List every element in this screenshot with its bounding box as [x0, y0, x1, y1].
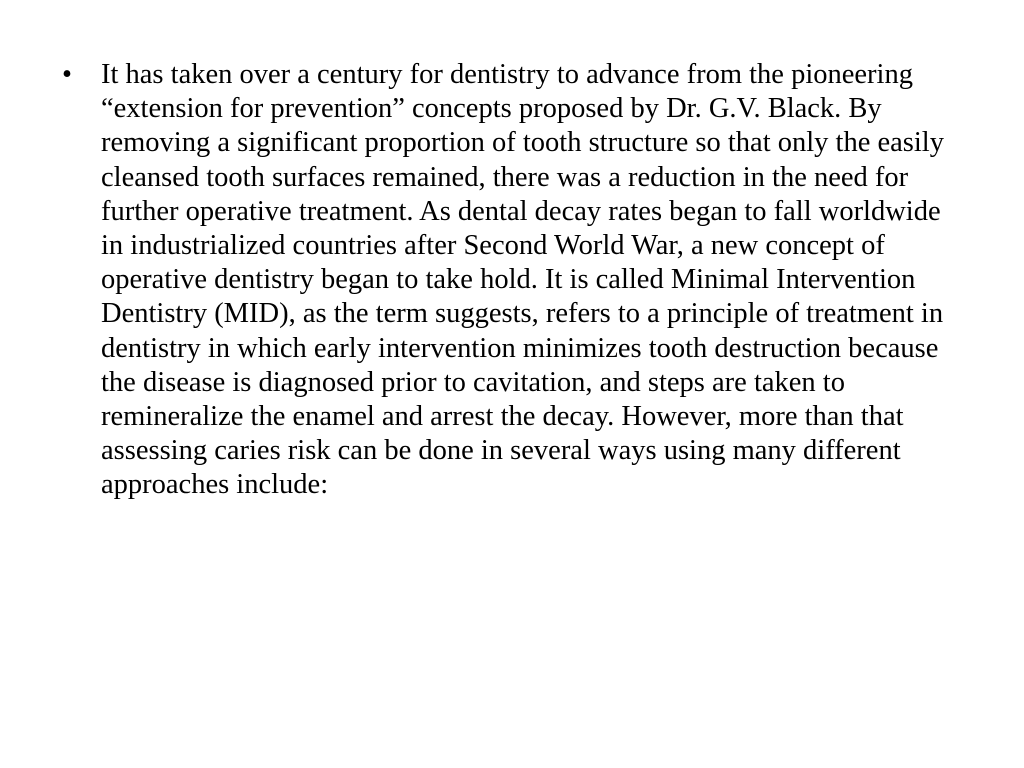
bullet-item: [58, 58, 968, 503]
bullet-text: It has taken over a century for dentistry to advance from the pioneering “extension for prevention” concepts proposed by Dr. G.V. Black. By removing a significant proportion of tooth structure so that only the easily cleansed tooth surfaces remained, there was a reduction in the need for further operative treatment. As dental decay rates began to fall worldwide in industrialized countries after Second World War, a new concept of operative dentistry began to take hold. It is called Minimal Intervention Dentistry (MID), as the term suggests, refers to a principle of treatment in dentistry in which early intervention minimizes tooth destruction because the disease is diagnosed prior to cavitation, and steps are taken to remineralize the enamel and arrest the decay. However, more than that assessing caries risk can be done in several ways using many different approaches include:: [101, 59, 944, 501]
bullet-list: [58, 58, 968, 503]
bullet-marker: •: [62, 59, 72, 90]
